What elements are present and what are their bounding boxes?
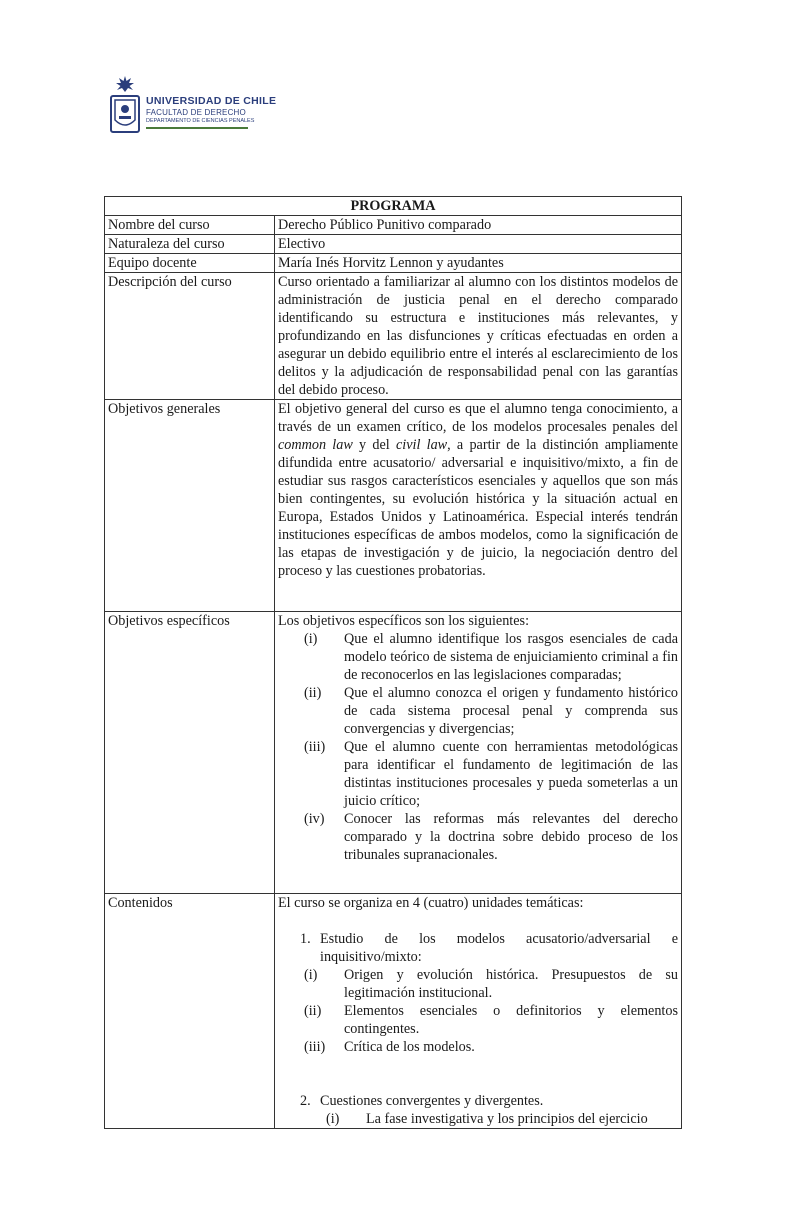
row-label: Naturaleza del curso xyxy=(105,235,275,254)
list-text: Que el alumno conozca el origen y fundamento histórico de cada sistema procesal penal y comprenda sus convergencias y divergencias; xyxy=(344,685,678,737)
table-row xyxy=(105,254,682,273)
row-label: Equipo docente xyxy=(105,254,275,273)
table-row xyxy=(105,235,682,254)
list-item xyxy=(278,684,678,738)
list-num: (iv) xyxy=(304,811,325,827)
table-row xyxy=(105,400,682,612)
table-row xyxy=(105,894,682,1129)
row-value xyxy=(275,894,682,1129)
unit-num: 2. xyxy=(300,1093,311,1109)
list-text: La fase investigativa y los principios del ejercicio xyxy=(366,1111,648,1127)
list-num: (ii) xyxy=(304,685,322,701)
logo-divider xyxy=(146,127,248,129)
faculty-name: FACULTAD DE DERECHO xyxy=(146,108,246,117)
list-item xyxy=(278,810,678,864)
list-num: (ii) xyxy=(304,1003,322,1019)
row-label: Contenidos xyxy=(105,894,275,1129)
unit-num: 1. xyxy=(300,931,311,947)
text-span: y del xyxy=(352,437,396,453)
list-item xyxy=(278,966,678,1002)
list-item xyxy=(278,738,678,810)
row-value: María Inés Horvitz Lennon y ayudantes xyxy=(275,254,682,273)
list-text: Elementos esenciales o definitorios y elementos contingentes. xyxy=(344,1003,678,1037)
contents-intro: El curso se organiza en 4 (cuatro) unidades temáticas: xyxy=(278,895,584,911)
row-value: Electivo xyxy=(275,235,682,254)
university-logo xyxy=(108,76,277,136)
table-title-row xyxy=(105,197,682,216)
list-text: Conocer las reformas más relevantes del derecho comparado y la doctrina sobre debido proceso de los tribunales supranacionales. xyxy=(344,811,678,863)
list-text: Origen y evolución histórica. Presupuestos de su legitimación institucional. xyxy=(344,967,678,1001)
university-emblem-icon xyxy=(108,76,142,134)
row-value: Derecho Público Punitivo comparado xyxy=(275,216,682,235)
text-span: , a partir de la distinción ampliamente difundida entre acusatorio/ adversarial e inquisitivo/mixto, a fin de estudiar sus rasgos característicos esenciales y aquellos que son más bien contingentes, su evolución histórica y la situación actual en Europa, Estados Unidos y Latinoamérica. Especial interés tendrán instituciones específicas de ambos modelos, como la significación de las etapas de investigación y de juicio, la negociación dentro del proceso y las cuestiones probatorias. xyxy=(278,437,679,579)
list-item xyxy=(278,630,678,684)
unit-title: Estudio de los modelos acusatorio/adversarial e inquisitivo/mixto: xyxy=(320,931,678,965)
university-name: UNIVERSIDAD DE CHILE xyxy=(146,95,277,107)
objectives-list xyxy=(278,630,678,864)
row-value xyxy=(275,400,682,612)
department-name: DEPARTAMENTO DE CIENCIAS PENALES xyxy=(146,118,255,124)
row-value: Curso orientado a familiarizar al alumno con los distintos modelos de administración de justicia penal en el derecho comparado identificando su estructura e instituciones más relevantes, y profundizando en las disfunciones y críticas efectuadas en orden a asegurar un debido equilibrio entre el interés al esclarecimiento de los delitos y la adjudicación de responsabilidad penal con las garantías del debido proceso. xyxy=(275,273,682,400)
unit-heading xyxy=(278,930,678,966)
list-num: (i) xyxy=(304,631,318,647)
list-item xyxy=(278,1038,678,1056)
unit-title: Cuestiones convergentes y divergentes. xyxy=(320,1093,544,1109)
list-text: Crítica de los modelos. xyxy=(344,1039,475,1055)
program-title: PROGRAMA xyxy=(105,197,682,216)
list-intro: Los objetivos específicos son los siguientes: xyxy=(278,613,530,629)
row-label: Objetivos específicos xyxy=(105,612,275,894)
italic-term: civil law xyxy=(395,437,448,453)
list-item xyxy=(278,1110,678,1128)
list-item xyxy=(278,1002,678,1038)
list-num: (i) xyxy=(326,1111,340,1127)
program-table xyxy=(104,196,682,1129)
list-num: (iii) xyxy=(304,1039,326,1055)
list-text: Que el alumno cuente con herramientas metodológicas para identificar el fundamento de legitimación de las distintas instituciones procesales y pueda someterlas a un juicio crítico; xyxy=(344,739,678,809)
table-row xyxy=(105,216,682,235)
row-label: Nombre del curso xyxy=(105,216,275,235)
list-num: (iii) xyxy=(304,739,326,755)
list-num: (i) xyxy=(304,967,318,983)
row-value xyxy=(275,612,682,894)
list-text: Que el alumno identifique los rasgos esenciales de cada modelo teórico de sistema de enjuiciamiento criminal a fin de reconocerlos en las legislaciones comparadas; xyxy=(344,631,678,683)
italic-term: common law xyxy=(278,437,353,453)
table-row xyxy=(105,612,682,894)
text-span: El objetivo general del curso es que el alumno tenga conocimiento, a través de un examen crítico, de los modelos procesales penales del xyxy=(278,401,678,435)
row-label: Descripción del curso xyxy=(105,273,275,400)
row-label: Objetivos generales xyxy=(105,400,275,612)
unit-heading xyxy=(278,1092,678,1110)
table-row xyxy=(105,273,682,400)
